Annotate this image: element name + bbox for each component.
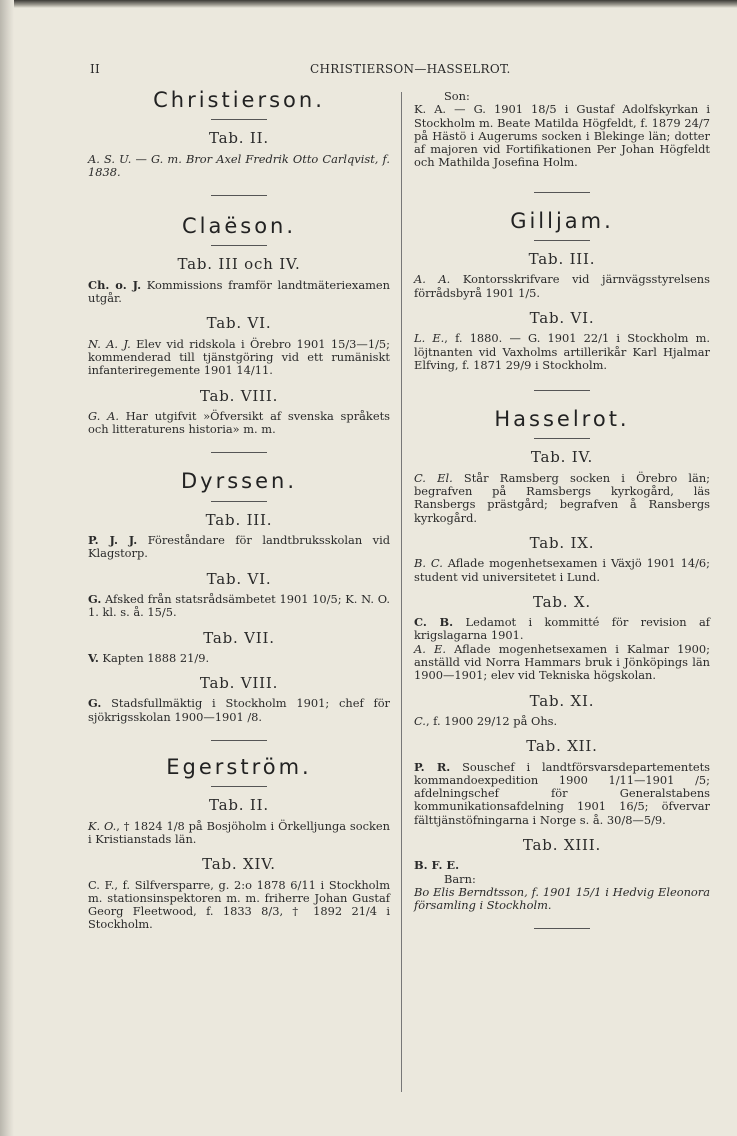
entry-abbr: C. B. <box>414 615 454 630</box>
entry-text <box>414 472 710 525</box>
entry-text <box>414 332 710 372</box>
divider <box>211 245 267 246</box>
tab-heading: Tab. VI. <box>529 308 595 327</box>
divider <box>211 501 267 502</box>
tab-heading: Tab. III. <box>528 250 596 269</box>
entry-abbr: G. <box>88 591 102 606</box>
tab-heading: Tab. III och IV. <box>177 255 301 274</box>
entry-text <box>88 338 390 378</box>
entry-abbr: Ch. o. J. <box>88 277 142 292</box>
divider <box>534 390 590 391</box>
entry-body: Elev vid ridskola i Örebro 1901 15/3—1/5; kommenderad till tjänstgöring vid ett rumäniskt infanteriregemente 1901 14/11. <box>88 336 390 378</box>
family-name-claeson: Claëson. <box>181 214 297 239</box>
entry-body: Kontorsskrifvare vid järnvägsstyrelsens förrådsbyrå 1901 1/5. <box>414 272 710 300</box>
page-top-edge <box>0 0 737 8</box>
column-divider <box>401 92 402 1092</box>
divider <box>211 195 267 196</box>
entry-abbr: G. A. <box>88 408 119 423</box>
page-header <box>0 62 737 80</box>
divider <box>534 192 590 193</box>
entry-text <box>88 279 390 306</box>
tab-heading: Tab. X. <box>533 592 591 611</box>
entry-body: Står Ramsberg socken i Örebro län; begrafven på Ramsbergs kyrkogård, läs Ransbergs prästgård; begrafven å Ransbergs kyrkogård. <box>414 470 710 525</box>
entry-text <box>414 761 710 827</box>
family-name-christierson: Christierson. <box>153 88 325 112</box>
entry-abbr: C. <box>414 713 426 728</box>
entry-text <box>414 643 710 683</box>
tab-heading: Tab. IX. <box>529 533 595 552</box>
tab-heading: Tab. IV. <box>530 448 594 467</box>
tab-heading: Tab. II. <box>209 796 269 815</box>
entry-body: Aflade mogenhetsexamen i Kalmar 1900; anställd vid Norra Hammars bruk i Jönköpings län 1900—1901; elev vid Tekniska högskolan. <box>414 641 710 683</box>
children-label: Barn: <box>444 871 476 886</box>
entry-abbr: A. E. <box>414 641 446 656</box>
tab-heading: Tab. VI. <box>206 569 272 588</box>
divider <box>534 438 590 439</box>
entry-body: , f. 1880. — G. 1901 22/1 i Stockholm m. löjtnanten vid Vaxholms artillerikår Karl Hjalmar Elfving, f. 1871 29/9 i Stockholm. <box>414 331 710 372</box>
entry-body: Har utgifvit »Öfversikt af svenska språkets och litteraturens historia» m. m. <box>88 408 390 437</box>
page-number: II <box>90 62 101 76</box>
tab-heading: Tab. II. <box>209 129 269 148</box>
entry-text <box>88 697 390 724</box>
entry-text <box>414 616 710 643</box>
family-name-egerstrom: Egerström. <box>166 755 312 780</box>
entry-body: Kapten 1888 21/9. <box>98 650 210 665</box>
entry-abbr: C. El. <box>414 470 453 485</box>
entry-abbr: B. F. E. <box>414 858 460 873</box>
entry-abbr: V. <box>88 650 99 665</box>
entry-text <box>414 859 710 872</box>
tab-heading: Tab. III. <box>205 510 273 529</box>
entry-body: Ledamot i kommitté för revision af krigslagarna 1901. <box>414 615 710 643</box>
family-name-gilljam: Gilljam. <box>510 208 614 233</box>
entry-body: Stadsfullmäktig i Stockholm 1901; chef för sjökrigsskolan 1900—1901 /8. <box>88 696 390 724</box>
running-head: CHRISTIERSON—HASSELROT. <box>310 62 511 76</box>
family-name-dyrssen: Dyrssen. <box>180 469 298 494</box>
entry-text <box>88 652 390 665</box>
entry-text <box>414 715 710 728</box>
divider <box>534 928 590 929</box>
family-name-hasselrot: Hasselrot. <box>494 407 630 432</box>
entry-abbr: A. A. <box>414 272 451 287</box>
entry-body: Afsked från statsrådsämbetet 1901 10/5; K. N. O. 1. kl. s. å. 15/5. <box>88 591 390 620</box>
entry-text <box>414 273 710 300</box>
tab-heading: Tab. VIII. <box>199 386 279 405</box>
tab-heading: Tab. XIII. <box>522 835 602 854</box>
son-label: Son: <box>444 89 470 103</box>
divider <box>211 786 267 787</box>
tab-heading: Tab. XII. <box>526 737 598 756</box>
tab-heading: Tab. XIV. <box>202 855 276 874</box>
left-column <box>88 90 390 932</box>
entry-text: Bo Elis Berndtsson, f. 1901 15/1 i Hedvig Eleonora församling i Stockholm. <box>414 884 710 913</box>
entry-body: Souschef i landtförsvarsdepartementets kommandoexpedition 1900 1/11—1901 /5; afdelningschef för Generalstabens kommunikationsafdelning 1901 16/5; öfvervar fälttjänstöfningarna i Norge s. å. 30/8—5/9. <box>414 759 710 827</box>
entry-abbr: P. J. J. <box>88 533 138 548</box>
entry-abbr: G. <box>88 696 102 711</box>
entry-text <box>88 410 390 437</box>
entry-body: Kommissions framför landtmäteriexamen utgår. <box>88 277 391 306</box>
entry-body: Föreståndare för landtbruksskolan vid Klagstorp. <box>88 533 390 561</box>
tab-heading: Tab. VII. <box>203 628 275 647</box>
divider <box>534 240 590 241</box>
right-column <box>414 90 710 941</box>
entry-abbr: P. R. <box>414 759 451 774</box>
divider <box>211 452 267 453</box>
entry-text: A. S. U. — G. m. Bror Axel Fredrik Otto Carlqvist, f. 1838. <box>88 151 390 179</box>
entry-text <box>414 557 710 584</box>
entry-abbr: B. C. <box>414 556 443 571</box>
entry-text <box>88 820 390 847</box>
entry-body: , † 1824 1/8 på Bosjöholm i Örkelljunga socken i Kristianstads län. <box>88 818 390 846</box>
tab-heading: Tab. VI. <box>206 314 272 333</box>
entry-abbr: L. E. <box>414 331 445 346</box>
tab-heading: Tab. VIII. <box>199 674 279 693</box>
page-binding-edge <box>0 0 14 1136</box>
entry-text <box>88 593 390 620</box>
entry-body: Aflade mogenhetsexamen i Växjö 1901 14/6; student vid universitetet i Lund. <box>414 556 710 584</box>
entry-text: K. A. — G. 1901 18/5 i Gustaf Adolfskyrkan i Stockholm m. Beate Matilda Högfeldt, f. 1879 24/7 på Hästö i Augerums socken i Blekinge län; dotter af majoren vid Fortifikationen Per Johan Högfeldt och Mathilda Josefina Holm. <box>414 102 710 170</box>
entry-abbr: N. A. J. <box>88 336 131 351</box>
divider <box>211 119 267 120</box>
entry-text: C. F., f. Silfversparre, g. 2:o 1878 6/11 i Stockholm m. stationsinspektoren m. m. friherre Johan Gustaf Georg Fleetwood, f. 1833 8/3, † 1892 21/4 i Stockholm. <box>88 877 390 932</box>
divider <box>211 740 267 741</box>
entry-body: , f. 1900 29/12 på Ohs. <box>425 713 558 728</box>
entry-abbr: K. O. <box>88 818 117 833</box>
tab-heading: Tab. XI. <box>529 691 595 710</box>
entry-text <box>88 534 390 561</box>
